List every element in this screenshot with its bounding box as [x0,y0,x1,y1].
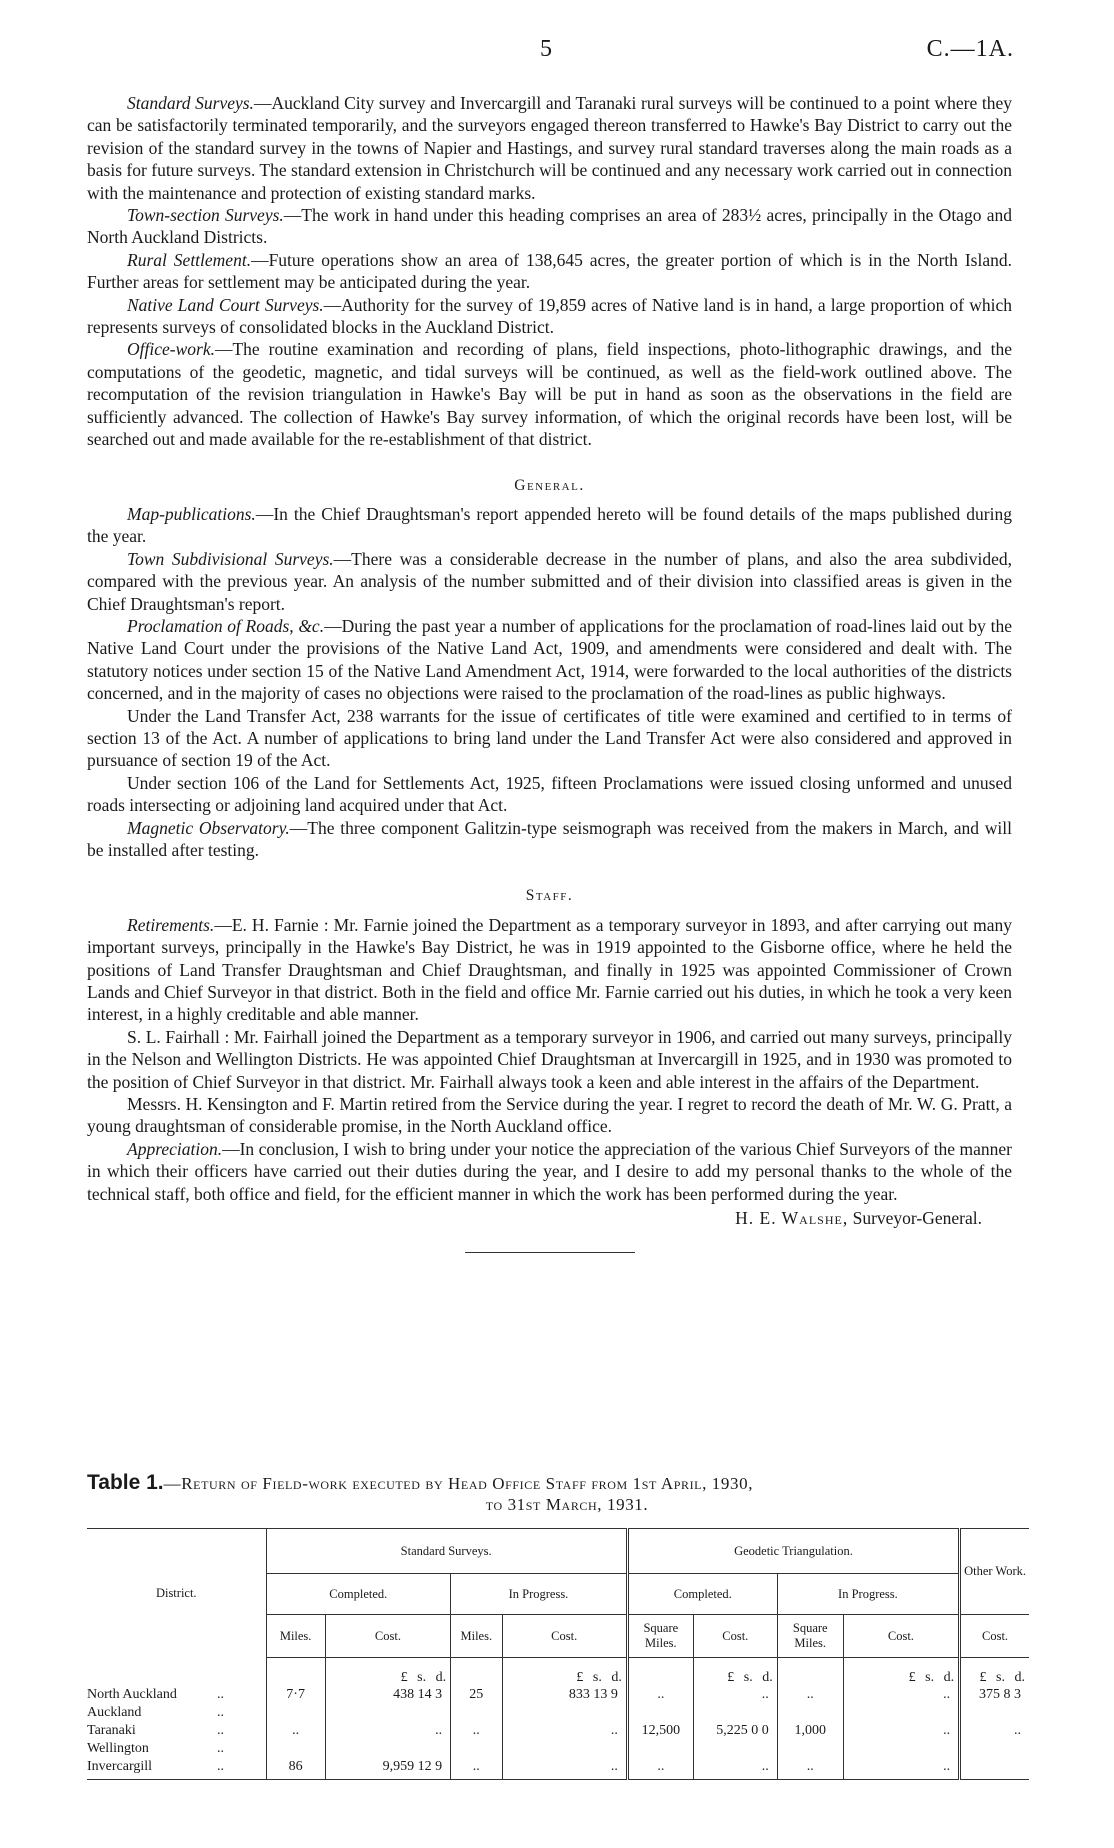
paragraph-heading: Town-section Surveys. [127,205,284,226]
currency-unit: s. [925,1670,935,1685]
paragraph [87,204,1012,249]
district-cell [87,1704,266,1722]
cell-geo-c-sq: .. [627,1686,693,1704]
header-standard-surveys: Standard Surveys. [266,1529,627,1574]
table-title-line1: —Return of Field-work executed by Head Office Staff from 1st April, 1930, [163,1474,754,1493]
cell-geo-c-cost [693,1704,777,1722]
currency-cell [777,1658,843,1687]
cell-std-p-miles: 25 [451,1686,502,1704]
cell-std-c-cost [325,1704,450,1722]
cell-geo-p-sq [777,1704,843,1722]
cell-other-cost: 375 8 3 [960,1686,1029,1704]
district-name: Taranaki [87,1723,136,1738]
cell-geo-p-cost [843,1704,959,1722]
header-miles: Miles. [266,1615,325,1658]
paragraph [87,294,1012,339]
header-cost: Cost. [325,1615,450,1658]
district-name: Invercargill [87,1759,153,1774]
paragraph-text: —The three component Galitzin-type seismograph was received from the makers in March, and will be installed after testing. [87,817,1012,860]
paragraph-heading: Magnetic Observatory. [127,817,290,838]
document-reference: C.—1A. [926,36,1014,62]
currency-unit: s. [417,1670,427,1685]
district-cell [87,1758,266,1780]
cell-std-c-miles [266,1740,325,1758]
header-cost: Cost. [502,1615,627,1658]
table-row [87,1722,1029,1740]
currency-unit: d. [435,1670,447,1685]
currency-unit: d. [943,1670,955,1685]
paragraph [87,772,1012,817]
table-label: Table 1. [87,1471,164,1494]
currency-unit: s. [996,1670,1005,1685]
cell-std-p-cost: .. [502,1722,627,1740]
currency-unit: £ [727,1670,735,1685]
paragraph-text: —There was a considerable decrease in the number of plans, and also the area subdivided, compared with the previous year. An analysis of the number submitted and of their division into classified areas is given in the Chief Draughtsman's report. [87,548,1012,614]
paragraph-text: —Authority for the survey of 19,859 acres of Native land is in hand, a large proportion of which represents surveys of consolidated blocks in the Auckland District. [87,294,1012,338]
currency-cell [266,1658,325,1687]
cell-geo-p-cost: .. [843,1758,959,1780]
cell-geo-c-cost [693,1740,777,1758]
currency-unit: £ [908,1670,916,1685]
district-cell [87,1686,266,1704]
paragraph-text: Under section 106 of the Land for Settlements Act, 1925, fifteen Proclamations were issued closing unformed and unused roads intersecting or adjoining land acquired under that Act. [87,772,1012,816]
header-other-work: Other Work. [960,1529,1029,1615]
cell-std-c-miles: .. [266,1722,325,1740]
district-name: Wellington [87,1741,149,1756]
paragraph-heading: Rural Settlement. [127,249,252,270]
cell-geo-p-cost: .. [843,1686,959,1704]
paragraph-text: —During the past year a number of applications for the proclamation of road-lines laid out by the Native Land Court under the provisions of the Native Land Act, 1909, and amendments were considered and dealt with. The statutory notices under section 15 of the Native Land Amendment Act, 1914, were forwarded to the local authorities of the districts concerned, and in the majority of cases no objections were raised to the proclamation of the road-lines as public highways. [87,615,1012,704]
leader-dots: .. [217,1723,224,1738]
cell-geo-c-sq: 12,500 [627,1722,693,1740]
page-header [0,36,1114,66]
district-cell [87,1722,266,1740]
field-work-table [87,1528,1029,1780]
district-cell [87,1740,266,1758]
general-heading: General. [514,476,585,494]
staff-heading: Staff. [525,887,574,905]
paragraph-heading: Native Land Court Surveys. [127,294,324,315]
paragraph-text: —The routine examination and recording of plans, field inspections, photo-lithographic drawings, and the computations of the geodetic, magnetic, and tidal surveys will be continued, as well as the field-work outlined above. The recomputation of the revision triangulation in Hawke's Bay will be put in hand as soon as the observations in the field are sufficiently advanced. The collection of Hawke's Bay survey information, of which the original records have been lost, will be searched out and made available for the re-establishment of that district. [87,339,1012,450]
header-geo-in-progress: In Progress. [777,1574,959,1615]
paragraph-heading: Map-publications. [127,503,256,524]
currency-unit: d. [611,1670,622,1685]
currency-row [87,1658,1029,1687]
leader-dots: .. [217,1741,224,1756]
currency-cell [87,1658,266,1687]
cell-geo-c-cost: .. [693,1758,777,1780]
header-cost: Cost. [843,1615,959,1658]
cell-std-c-cost: 438 14 3 [325,1686,450,1704]
cell-std-p-miles: .. [451,1722,502,1740]
currency-cell [502,1658,627,1687]
leader-dots: .. [217,1687,224,1702]
paragraph-text: —Future operations show an area of 138,645 acres, the greater portion of which is in the North Island. Further areas for settlement may be anticipated during the year. [87,249,1012,293]
header-cost: Cost. [693,1615,777,1658]
currency-cell [627,1658,693,1687]
paragraph [87,249,1012,294]
header-std-in-progress: In Progress. [451,1574,628,1615]
header-district: District. [87,1529,266,1658]
cell-geo-p-sq: .. [777,1686,843,1704]
paragraph [87,817,1012,862]
cell-other-cost: .. [960,1722,1029,1740]
cell-std-p-cost [502,1704,627,1722]
signature [87,1207,1012,1229]
cell-geo-p-sq: 1,000 [777,1722,843,1740]
cell-std-c-miles: 86 [266,1758,325,1780]
cell-std-p-miles: .. [451,1758,502,1780]
paragraph-heading: Appreciation. [127,1138,223,1159]
paragraph [87,914,1012,1026]
header-std-completed: Completed. [266,1574,451,1615]
paragraph [87,1093,1012,1138]
cell-std-c-cost [325,1740,450,1758]
header-geo-completed: Completed. [627,1574,777,1615]
paragraph-heading: Office-work. [127,339,215,360]
currency-cell [325,1658,450,1687]
currency-unit: d. [762,1670,773,1685]
currency-cell [451,1658,502,1687]
cell-other-cost [960,1740,1029,1758]
cell-std-c-miles: 7·7 [266,1686,325,1704]
paragraph-text: —In conclusion, I wish to bring under your notice the appreciation of the various Chief Surveyors of the manner in which their officers have carried out their duties during the year, and I desire to add my personal thanks to the whole of the technical staff, both office and field, for the efficient manner in which the work has been performed during the year. [87,1138,1012,1204]
cell-geo-p-cost [843,1740,959,1758]
district-name: Auckland [87,1705,142,1720]
signature-name: H. E. Walshe, [735,1208,849,1229]
page-number: 5 [540,36,552,62]
cell-other-cost [960,1704,1029,1722]
district-name: North Auckland [87,1687,177,1702]
cell-std-c-cost: 9,959 12 9 [325,1758,450,1780]
currency-unit: s. [592,1670,602,1685]
general-section [87,503,1012,862]
divider-rule [465,1252,635,1253]
paragraph-heading: Town Subdivisional Surveys. [127,548,334,569]
cell-std-p-miles [451,1740,502,1758]
leader-dots: .. [217,1759,224,1774]
cell-geo-p-sq: .. [777,1758,843,1780]
cell-geo-c-sq: .. [627,1758,693,1780]
header-miles: Miles. [451,1615,502,1658]
body-text [87,92,1012,1253]
paragraph-text: —E. H. Farnie : Mr. Farnie joined the Department as a temporary surveyor in 1893, and after carrying out many important surveys, principally in the Hawke's Bay District, he was in 1919 appointed to the Gisborne office, where he held the positions of Land Transfer Draughtsman and Chief Draughtsman, and finally in 1925 was appointed Commissioner of Crown Lands and Chief Surveyor in that district. Both in the field and office Mr. Farnie carried out his duties, in which he took a very keen interest, in a highly creditable and able manner. [87,914,1012,1025]
table-body [87,1658,1029,1780]
paragraph-heading: Proclamation of Roads, &c. [127,615,325,636]
table-caption [87,1472,1027,1515]
cell-geo-p-cost: .. [843,1722,959,1740]
cell-std-p-cost: 833 13 9 [502,1686,627,1704]
paragraph-text: Under the Land Transfer Act, 238 warrants for the issue of certificates of title were examined and certified to in terms of section 13 of the Act. A number of applications to bring land under the Land Transfer Act were also considered and approved in pursuance of section 19 of the Act. [87,705,1012,771]
currency-cell [843,1658,959,1687]
paragraph [87,1026,1012,1093]
currency-unit: £ [979,1670,987,1685]
table-row [87,1740,1029,1758]
header-geodetic: Geodetic Triangulation. [627,1529,959,1574]
cell-geo-p-sq [777,1740,843,1758]
intro-section [87,92,1012,451]
cell-geo-c-cost: .. [693,1686,777,1704]
currency-unit: s. [743,1670,753,1685]
paragraph [87,503,1012,548]
header-square-miles: Square Miles. [627,1615,693,1658]
cell-geo-c-cost: 5,225 0 0 [693,1722,777,1740]
cell-std-p-cost [502,1740,627,1758]
paragraph-text: —In the Chief Draughtsman's report appended hereto will be found details of the maps published during the year. [87,503,1012,547]
paragraph [87,92,1012,204]
table-row [87,1758,1029,1780]
table-row [87,1686,1029,1704]
currency-cell [960,1658,1029,1687]
table-row [87,1704,1029,1722]
leader-dots: .. [217,1705,224,1720]
cell-std-p-cost: .. [502,1758,627,1780]
currency-unit: £ [400,1670,408,1685]
header-square-miles: Square Miles. [777,1615,843,1658]
cell-std-c-cost: .. [325,1722,450,1740]
cell-std-c-miles [266,1704,325,1722]
paragraph [87,1138,1012,1205]
cell-std-p-miles [451,1704,502,1722]
currency-unit: d. [1014,1670,1025,1685]
paragraph-heading: Retirements. [127,914,215,935]
staff-section [87,914,1012,1205]
paragraph-text: —Auckland City survey and Invercargill and Taranaki rural surveys will be continued to a point where they can be satisfactorily terminated temporarily, and the surveyors engaged thereon transferred to Hawke's Bay District to carry out the revision of the standard survey in the towns of Napier and Hastings, and survey rural standard traverses along the main roads as a basis for future surveys. The standard extension in Christchurch will be continued and any necessary work carried out in connection with the maintenance and protection of existing standard marks. [87,93,1012,203]
paragraph [87,705,1012,772]
paragraph-heading: Standard Surveys. [127,93,254,113]
paragraph-text: —The work in hand under this heading comprises an area of 283½ acres, principally in the Otago and North Auckland Districts. [87,205,1012,248]
signature-title: Surveyor-General. [848,1208,982,1229]
paragraph-text: Messrs. H. Kensington and F. Martin retired from the Service during the year. I regret to record the death of Mr. W. G. Pratt, a young draughtsman of considerable promise, in the North Auckland office. [87,1094,1012,1137]
cell-geo-c-sq [627,1740,693,1758]
paragraph-text: S. L. Fairhall : Mr. Fairhall joined the Department as a temporary surveyor in 1906, and carried out many surveys, principally in the Nelson and Wellington Districts. He was appointed Chief Draughtsman at Invercargill in 1925, and in 1930 was promoted to the position of Chief Surveyor in that district. Mr. Fairhall always took a keen and able interest in the affairs of the Department. [87,1026,1012,1092]
paragraph [87,548,1012,615]
paragraph [87,615,1012,705]
header-cost: Cost. [960,1615,1029,1658]
cell-geo-c-sq [627,1704,693,1722]
table-title-line2: to 31st March, 1931. [485,1495,649,1514]
currency-unit: £ [576,1670,584,1685]
cell-other-cost [960,1758,1029,1780]
currency-cell [693,1658,777,1687]
paragraph [87,338,1012,450]
